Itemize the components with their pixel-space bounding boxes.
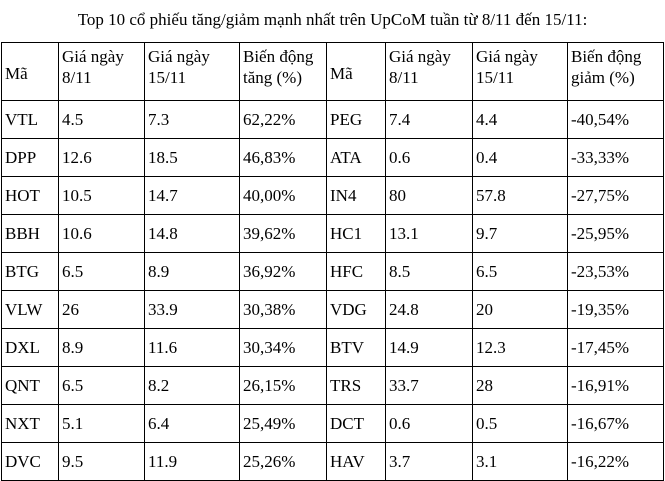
loser-price-8-cell: 80: [386, 177, 473, 215]
table-row: [2, 405, 664, 443]
gainer-price-15-cell: 33.9: [145, 291, 240, 329]
loser-price-15-cell: 6.5: [473, 253, 568, 291]
gainer-price-15-cell: 7.3: [145, 101, 240, 139]
loser-price-8-cell: 13.1: [386, 215, 473, 253]
gainer-change-cell: 36,92%: [240, 253, 327, 291]
table-row: [2, 215, 664, 253]
loser-code-cell: VDG: [327, 291, 386, 329]
header-change-up-line1: Biến động: [243, 47, 314, 66]
header-price-15-losers-line1: Giá ngày: [476, 47, 538, 66]
loser-change-cell: -23,53%: [568, 253, 664, 291]
gainer-price-15-cell: 8.2: [145, 367, 240, 405]
gainer-change-cell: 25,26%: [240, 443, 327, 481]
loser-change-cell: -16,67%: [568, 405, 664, 443]
gainer-code-cell: VLW: [2, 291, 59, 329]
gainer-code-cell: NXT: [2, 405, 59, 443]
gainer-code-cell: DXL: [2, 329, 59, 367]
gainer-price-8-cell: 9.5: [59, 443, 145, 481]
header-price-8-gainers: [59, 43, 145, 101]
loser-code-cell: HFC: [327, 253, 386, 291]
gainer-change-cell: 40,00%: [240, 177, 327, 215]
loser-price-15-cell: 3.1: [473, 443, 568, 481]
gainer-change-cell: 62,22%: [240, 101, 327, 139]
gainer-price-8-cell: 5.1: [59, 405, 145, 443]
loser-code-cell: HC1: [327, 215, 386, 253]
gainer-price-15-cell: 6.4: [145, 405, 240, 443]
loser-price-15-cell: 0.4: [473, 139, 568, 177]
table-caption: Top 10 cổ phiếu tăng/giảm mạnh nhất trên UpCoM tuần từ 8/11 đến 15/11:: [77, 10, 588, 29]
gainer-price-8-cell: 10.6: [59, 215, 145, 253]
header-price-15-losers-line2: 15/11: [476, 68, 515, 87]
gainer-price-15-cell: 11.9: [145, 443, 240, 481]
loser-price-8-cell: 0.6: [386, 139, 473, 177]
loser-change-cell: -27,75%: [568, 177, 664, 215]
loser-price-15-cell: 12.3: [473, 329, 568, 367]
header-price-15-losers: [473, 43, 568, 101]
gainer-change-cell: 39,62%: [240, 215, 327, 253]
table-row: [2, 177, 664, 215]
table-row: [2, 443, 664, 481]
loser-price-15-cell: 4.4: [473, 101, 568, 139]
gainer-price-8-cell: 8.9: [59, 329, 145, 367]
table-row: [2, 329, 664, 367]
gainer-code-cell: VTL: [2, 101, 59, 139]
header-change-down-line2: giảm (%): [571, 68, 635, 87]
loser-price-8-cell: 7.4: [386, 101, 473, 139]
header-price-8-gainers-line1: Giá ngày: [62, 47, 124, 66]
header-price-8-gainers-line2: 8/11: [62, 68, 92, 87]
gainer-code-cell: QNT: [2, 367, 59, 405]
loser-change-cell: -40,54%: [568, 101, 664, 139]
gainer-change-cell: 30,38%: [240, 291, 327, 329]
loser-change-cell: -33,33%: [568, 139, 664, 177]
loser-price-15-cell: 0.5: [473, 405, 568, 443]
header-change-up-line2: tăng (%): [243, 68, 303, 87]
header-price-8-losers: [386, 43, 473, 101]
loser-price-15-cell: 9.7: [473, 215, 568, 253]
gainer-code-cell: HOT: [2, 177, 59, 215]
gainer-price-15-cell: 8.9: [145, 253, 240, 291]
table-row: [2, 291, 664, 329]
stock-table: [1, 42, 664, 481]
loser-change-cell: -16,91%: [568, 367, 664, 405]
loser-price-8-cell: 24.8: [386, 291, 473, 329]
gainer-price-8-cell: 10.5: [59, 177, 145, 215]
header-code-losers: Mã: [327, 43, 386, 101]
table-row: [2, 253, 664, 291]
loser-code-cell: HAV: [327, 443, 386, 481]
gainer-price-8-cell: 4.5: [59, 101, 145, 139]
loser-price-8-cell: 8.5: [386, 253, 473, 291]
gainer-price-15-cell: 18.5: [145, 139, 240, 177]
loser-code-cell: DCT: [327, 405, 386, 443]
loser-price-8-cell: 33.7: [386, 367, 473, 405]
gainer-price-15-cell: 14.7: [145, 177, 240, 215]
table-row: [2, 139, 664, 177]
loser-price-8-cell: 0.6: [386, 405, 473, 443]
loser-code-cell: PEG: [327, 101, 386, 139]
gainer-price-8-cell: 12.6: [59, 139, 145, 177]
gainer-code-cell: DVC: [2, 443, 59, 481]
loser-code-cell: IN4: [327, 177, 386, 215]
loser-price-15-cell: 28: [473, 367, 568, 405]
loser-code-cell: BTV: [327, 329, 386, 367]
table-row: [2, 101, 664, 139]
gainer-code-cell: BBH: [2, 215, 59, 253]
loser-code-cell: ATA: [327, 139, 386, 177]
loser-price-15-cell: 57.8: [473, 177, 568, 215]
loser-code-cell: TRS: [327, 367, 386, 405]
gainer-change-cell: 25,49%: [240, 405, 327, 443]
header-price-15-gainers-line2: 15/11: [148, 68, 187, 87]
loser-change-cell: -17,45%: [568, 329, 664, 367]
gainer-code-cell: DPP: [2, 139, 59, 177]
header-code-gainers: Mã: [2, 43, 59, 101]
header-change-down-line1: Biến động: [571, 47, 642, 66]
header-price-15-gainers: [145, 43, 240, 101]
header-price-8-losers-line2: 8/11: [389, 68, 419, 87]
header-change-down: [568, 43, 664, 101]
header-change-up: [240, 43, 327, 101]
header-price-8-losers-line1: Giá ngày: [389, 47, 451, 66]
gainer-price-8-cell: 6.5: [59, 367, 145, 405]
gainer-price-15-cell: 11.6: [145, 329, 240, 367]
loser-price-15-cell: 20: [473, 291, 568, 329]
loser-change-cell: -25,95%: [568, 215, 664, 253]
gainer-change-cell: 30,34%: [240, 329, 327, 367]
gainer-change-cell: 26,15%: [240, 367, 327, 405]
gainer-price-8-cell: 6.5: [59, 253, 145, 291]
loser-price-8-cell: 3.7: [386, 443, 473, 481]
gainer-code-cell: BTG: [2, 253, 59, 291]
loser-price-8-cell: 14.9: [386, 329, 473, 367]
header-price-15-gainers-line1: Giá ngày: [148, 47, 210, 66]
header-row: [2, 43, 664, 101]
table-row: [2, 367, 664, 405]
gainer-change-cell: 46,83%: [240, 139, 327, 177]
loser-change-cell: -16,22%: [568, 443, 664, 481]
loser-change-cell: -19,35%: [568, 291, 664, 329]
gainer-price-8-cell: 26: [59, 291, 145, 329]
gainer-price-15-cell: 14.8: [145, 215, 240, 253]
